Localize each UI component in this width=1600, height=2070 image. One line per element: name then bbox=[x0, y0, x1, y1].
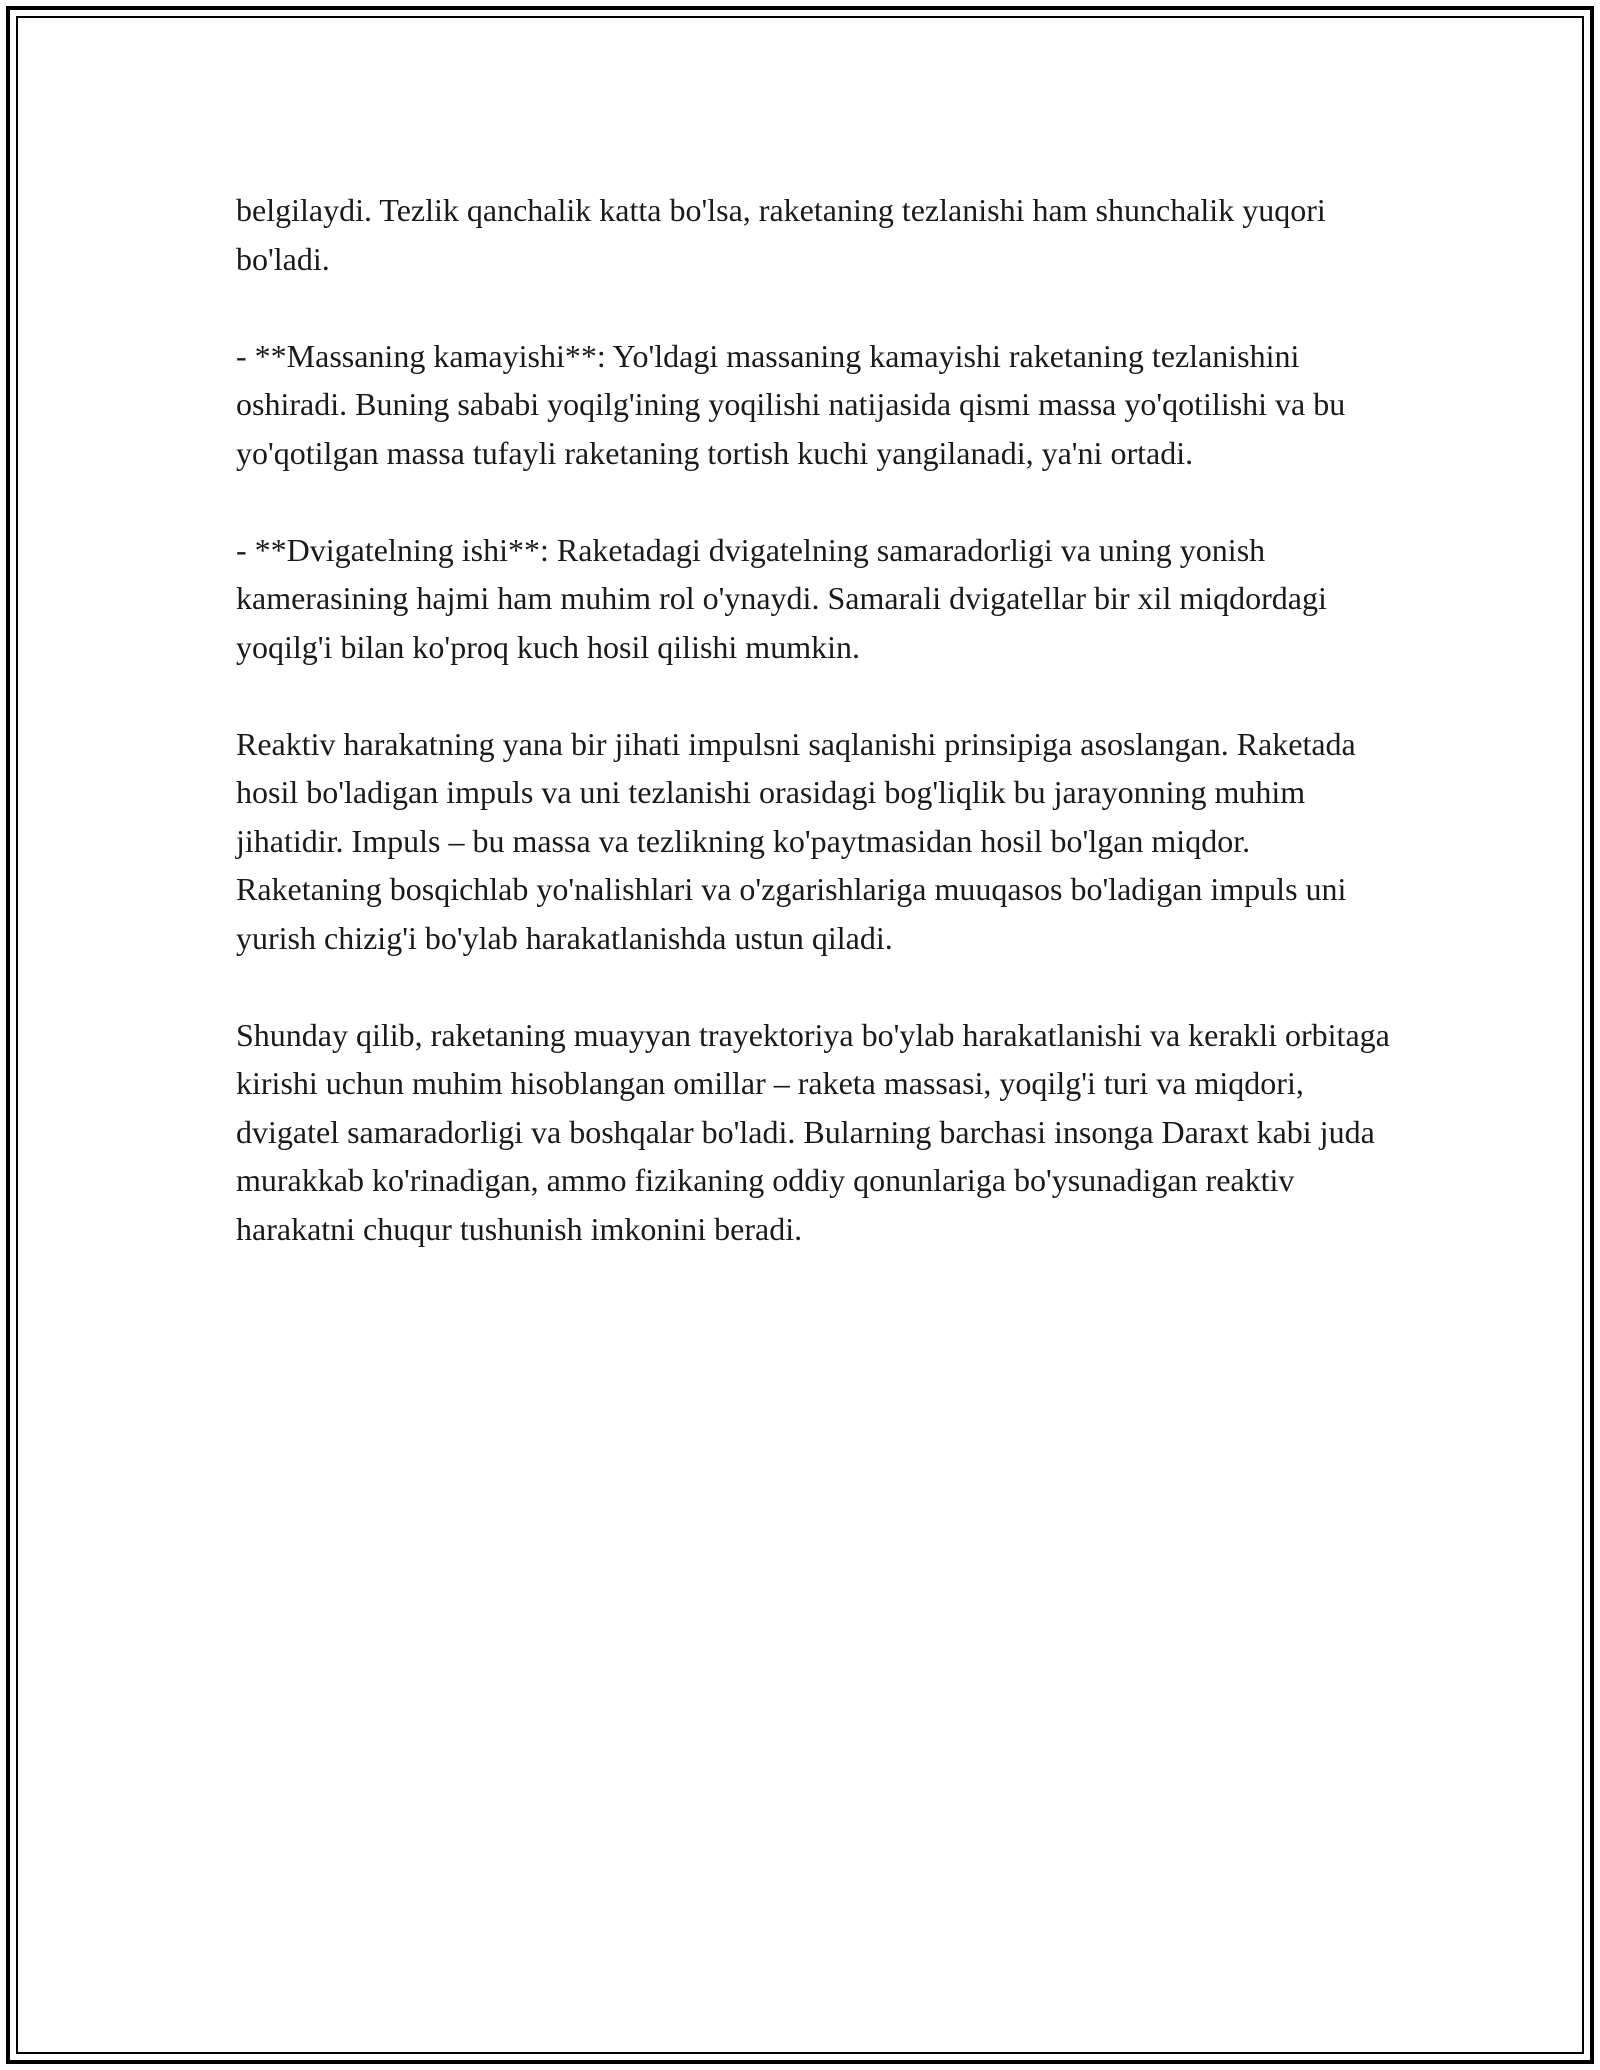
paragraph-speed-continuation: belgilaydi. Tezlik qanchalik katta bo'lsa, raketaning tezlanishi ham shunchalik yuqori bo'ladi. bbox=[236, 192, 1326, 277]
paragraph-engine-work: - **Dvigatelning ishi**: Raketadagi dvigatelning samaradorligi va uning yonish kamerasining hajmi ham muhim rol o'ynaydi. Samarali dvigatellar bir xil miqdordagi yoqilg'i bilan ko'proq kuch hosil qilishi mumkin. bbox=[236, 531, 1327, 665]
paragraph-impulse-conservation: Reaktiv harakatning yana bir jihati impulsni saqlanishi prinsipiga asoslangan. Raketada hosil bo'ladigan impuls va uni tezlanishi orasidagi bog'liqlik bu jarayonning muhim jihatidir. Impuls – bu massa va tezlikning ko'paytmasidan hosil bo'lgan miqdor. Raketaning bosqichlab yo'nalishlari va o'zgarishlariga muuqasos bo'ladigan impuls uni yurish chizig'i bo'ylab harakatlanishda ustun qiladi. bbox=[236, 725, 1356, 956]
paragraph-conclusion: Shunday qilib, raketaning muayyan trayektoriya bo'ylab harakatlanishi va kerakli orbitaga kirishi uchun muhim hisoblangan omillar – raketa massasi, yoqilg'i turi va miqdori, dvigatel samaradorligi va boshqalar bo'ladi. Bularning barchasi insonga Daraxt kabi juda murakkab ko'rinadigan, ammo fizikaning oddiy qonunlariga bo'ysunadigan reaktiv harakatni chuqur tushunish imkonini beradi. bbox=[236, 1016, 1390, 1247]
document-body bbox=[236, 186, 1396, 1302]
paragraph-mass-decrease: - **Massaning kamayishi**: Yo'ldagi massaning kamayishi raketaning tezlanishini oshiradi. Buning sababi yoqilg'ining yoqilishi natijasida qismi massa yo'qotilishi va bu yo'qotilgan massa tufayli raketaning tortish kuchi yangilanadi, ya'ni ortadi. bbox=[236, 337, 1346, 471]
